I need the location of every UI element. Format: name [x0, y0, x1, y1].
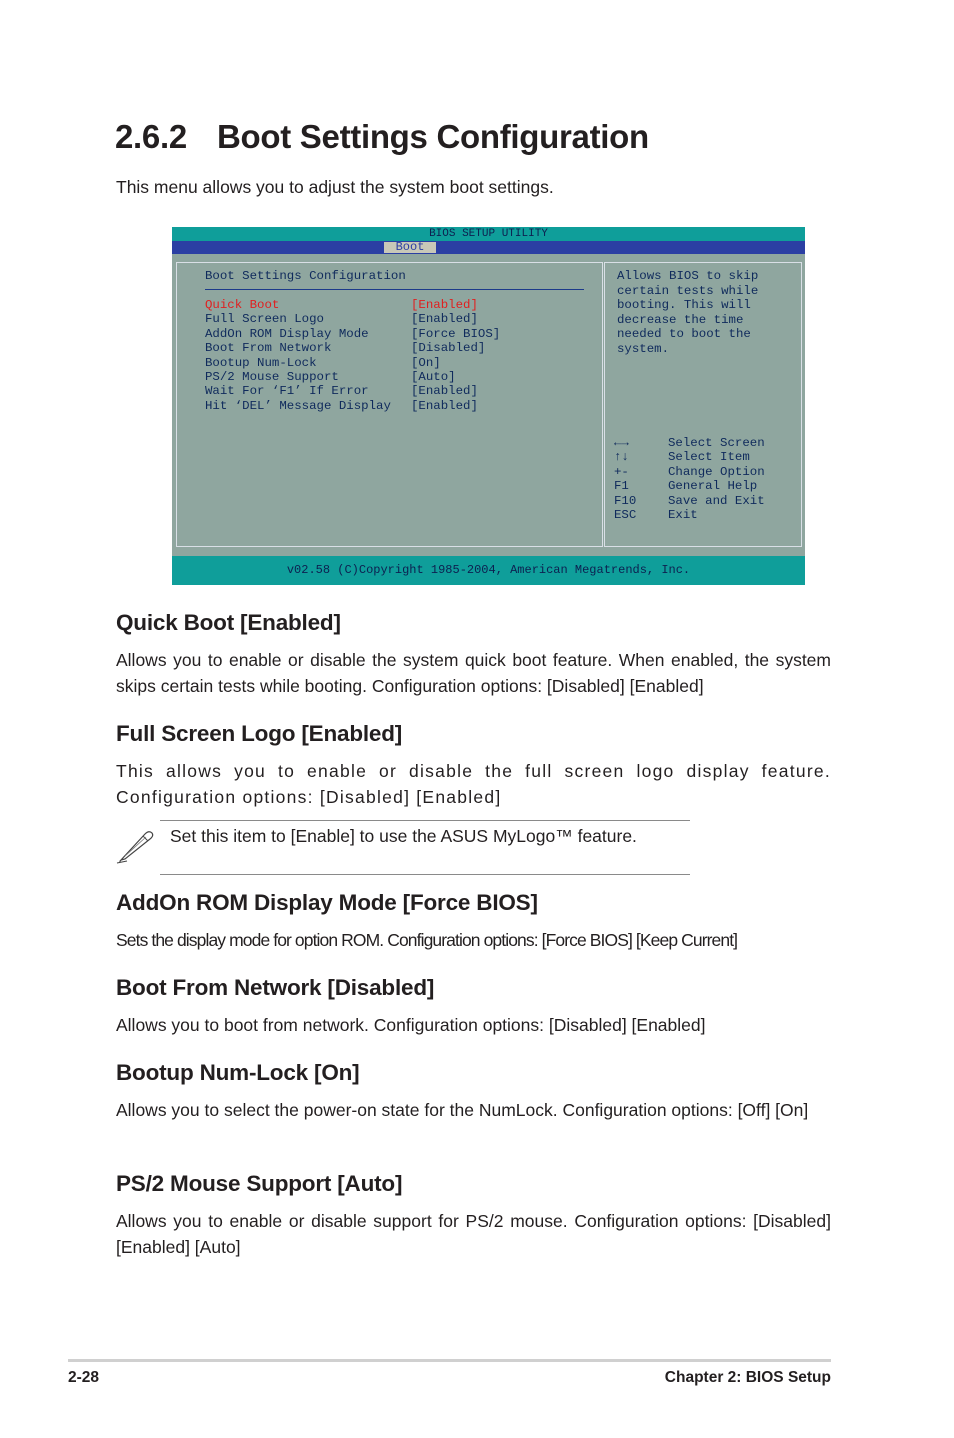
section-number: 2.6.2 [115, 118, 187, 155]
bios-setting-label: PS/2 Mouse Support [205, 369, 339, 384]
section-title-text: Boot Settings Configuration [217, 118, 649, 155]
bootup-num-lock-heading: Bootup Num-Lock [On] [116, 1060, 360, 1085]
bios-divider [205, 289, 584, 290]
bios-setting-boot-from-network[interactable] [205, 341, 585, 355]
bios-help-text [617, 269, 758, 356]
bios-key-name: ESC [614, 507, 637, 522]
bios-key-desc: Exit [668, 507, 698, 522]
bootup-num-lock-description: Allows you to select the power-on state for the NumLock. Configuration options: [Off] [On] [116, 1100, 809, 1120]
bios-key-name: +- [614, 464, 629, 479]
bios-key-general-help [614, 479, 794, 493]
bios-setting-bootup-num-lock[interactable] [205, 356, 585, 370]
bios-setting-value: [Enabled] [411, 384, 478, 399]
bios-setting-addon-rom-display-mode[interactable] [205, 327, 585, 341]
section-intro: This menu allows you to adjust the system boot settings. [116, 177, 554, 197]
quick-boot-heading: Quick Boot [Enabled] [116, 610, 341, 635]
bios-key-name: F10 [614, 493, 637, 508]
bios-key-desc: Change Option [668, 464, 765, 479]
bios-setting-wait-for-f1[interactable] [205, 384, 585, 398]
bios-setting-hit-del-message[interactable] [205, 399, 585, 413]
bios-screen [172, 227, 805, 585]
addon-rom-description: Sets the display mode for option ROM. Configuration options: [Force BIOS] [Keep Current] [116, 930, 738, 950]
chapter-title: Chapter 2: BIOS Setup [664, 1369, 831, 1386]
page-number: 2-28 [68, 1369, 100, 1386]
pen-icon [113, 826, 155, 864]
bios-tab-boot[interactable]: Boot [384, 242, 436, 253]
bios-setting-value: [Enabled] [411, 298, 478, 312]
bios-help-line: decrease the time [617, 312, 744, 327]
bios-help-line: needed to boot the [617, 327, 751, 341]
bios-key-desc: Select Item [668, 450, 750, 465]
bios-tab-bar [172, 241, 805, 254]
full-screen-logo-heading: Full Screen Logo [Enabled] [116, 721, 403, 746]
bios-help-line: certain tests while [617, 283, 759, 298]
bios-setting-value: [On] [411, 355, 441, 370]
full-screen-logo-description: This allows you to enable or disable the full screen logo display feature. Configuration options: [Disabled] [Enabled] [116, 761, 831, 807]
bios-settings-list [205, 298, 585, 413]
bios-setting-label: Boot From Network [205, 341, 332, 356]
ps2-mouse-heading: PS/2 Mouse Support [Auto] [116, 1171, 403, 1196]
bios-key-change-option [614, 465, 794, 479]
bios-setting-label: Wait For ‘F1’ If Error [205, 384, 369, 399]
bios-key-name: ↑↓ [614, 450, 629, 465]
bios-setting-value: [Disabled] [411, 341, 486, 356]
bios-setting-label: Bootup Num-Lock [205, 355, 317, 370]
bios-setting-label: Full Screen Logo [205, 312, 324, 327]
bios-setting-value: [Enabled] [411, 398, 478, 413]
bios-key-exit [614, 508, 794, 522]
bios-submenu-title: Boot Settings Configuration [205, 269, 406, 283]
bios-setting-label: AddOn ROM Display Mode [205, 326, 369, 341]
bios-key-legend [614, 436, 794, 522]
bios-key-desc: Save and Exit [668, 493, 765, 508]
boot-from-network-heading: Boot From Network [Disabled] [116, 975, 435, 1000]
bios-help-line: system. [617, 341, 670, 356]
bios-key-desc: General Help [668, 479, 758, 494]
note-divider-bottom [160, 874, 690, 875]
bios-setting-value: [Auto] [411, 369, 456, 384]
ps2-mouse-description: Allows you to enable or disable support for PS/2 mouse. Configuration options: [Disabled] [Enabled] [Auto] [116, 1211, 831, 1257]
bios-setting-label: Quick Boot [205, 298, 280, 312]
bios-help-line: Allows BIOS to skip [617, 269, 759, 283]
bios-key-save-exit [614, 494, 794, 508]
bios-setting-value: [Enabled] [411, 312, 478, 327]
footer-rule [68, 1359, 831, 1362]
bios-header: BIOS SETUP UTILITY [172, 227, 805, 241]
bios-setting-label: Hit ‘DEL’ Message Display [205, 398, 391, 413]
section-title [115, 118, 649, 156]
note-divider-top [160, 820, 690, 821]
bios-key-select-item [614, 450, 794, 464]
bios-key-desc: Select Screen [668, 436, 765, 450]
bios-key-select-screen [614, 436, 794, 450]
bios-key-name: ←→ [614, 436, 629, 450]
bios-setting-value: [Force BIOS] [411, 326, 501, 341]
boot-from-network-description: Allows you to boot from network. Configuration options: [Disabled] [Enabled] [116, 1015, 706, 1035]
bios-help-line: booting. This will [617, 298, 751, 312]
bios-copyright: v02.58 (C)Copyright 1985-2004, American Megatrends, Inc. [172, 556, 805, 585]
bios-setting-quick-boot[interactable] [205, 298, 585, 312]
quick-boot-description: Allows you to enable or disable the system quick boot feature. When enabled, the system skips certain tests while booting. Configuration options: [Disabled] [Enabled] [116, 650, 831, 696]
note-text: Set this item to [Enable] to use the ASUS MyLogo™ feature. [170, 826, 637, 846]
bios-setting-full-screen-logo[interactable] [205, 312, 585, 326]
bios-key-name: F1 [614, 479, 629, 494]
addon-rom-heading: AddOn ROM Display Mode [Force BIOS] [116, 890, 538, 915]
bios-setting-ps2-mouse-support[interactable] [205, 370, 585, 384]
